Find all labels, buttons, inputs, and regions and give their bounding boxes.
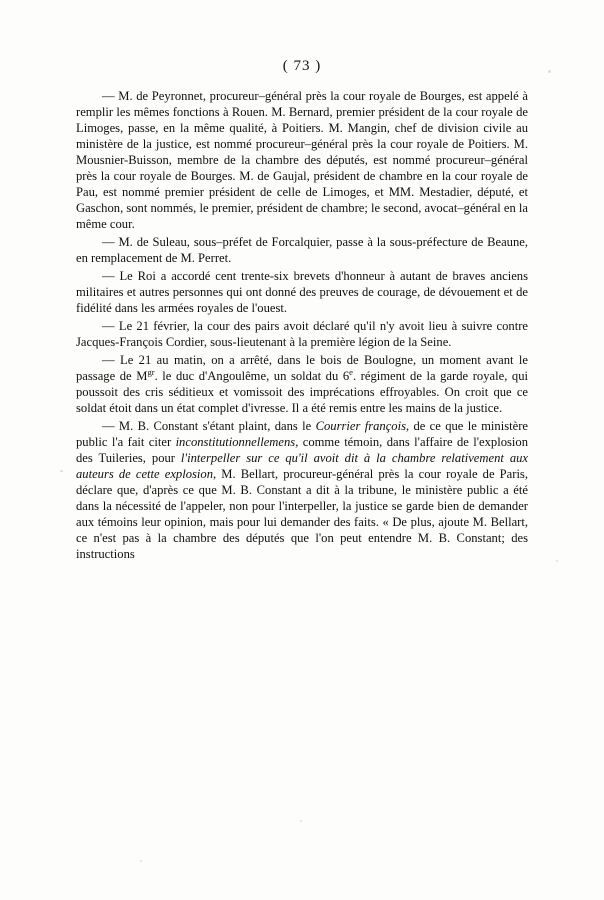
page-bottom-margin (0, 790, 604, 900)
paragraph-boulogne-superscript-2: e (349, 366, 353, 377)
paragraph-constant-text-4: , M. Bellart, procureur-général près la cour royale de Paris, déclare que, d'après ce que M. B. Constant a dit à la tribune, le ministère public a été dans la nécessité de l'appeler, non pour l'interpeller, la justice se garde bien de demander aux témoins leur opinion, mais pour lui demander des faits. « De plus, ajoute M. Bellart, ce n'est pas à la chambre des députés que l'on peut entendre M. B. Constant; des instructions (76, 467, 528, 561)
paper-speck (60, 470, 63, 472)
paragraph-suleau (76, 234, 528, 266)
paper-speck (300, 820, 302, 822)
paragraph-suleau-text: — M. de Suleau, sous–préfet de Forcalquier, passe à la sous-préfecture de Beaune, en remplacement de M. Perret. (76, 235, 528, 265)
paragraph-brevets-text: — Le Roi a accordé cent trente-six brevets d'honneur à autant de braves anciens militaires et autres personnes qui ont donné des preuves de courage, de dévouement et de fidélité dans les armées royales de l'ouest. (76, 269, 528, 315)
paragraph-constant-text-1: — M. B. Constant s'étant plaint, dans le (102, 419, 316, 433)
paragraph-constant-text-3: , comme témoin, dans l'affaire de l'explosion des Tuileries, pour (76, 435, 528, 465)
page-number: ( 73 ) (282, 58, 322, 74)
paper-speck (556, 560, 558, 562)
paragraph-cordier (76, 318, 528, 350)
paragraph-peyronnet-text: — M. de Peyronnet, procureur–général près la cour royale de Bourges, est appelé à remplir les mêmes fonctions à Rouen. M. Bernard, premier président de la cour royale de Limoges, passe, en la même qualité, à Poitiers. M. Mangin, chef de division civile au ministère de la justice, est nommé procureur–général près la cour royale de Poitiers. M. Mousnier-Buisson, membre de la chambre des députés, est nommé procureur–général près la cour royale de Bourges. M. de Gaujal, président de chambre en la cour royale de Pau, est nommé premier président de celle de Limoges, et MM. Mestadier, député, et Gaschon, sont nommés, le premier, président de chambre; le second, avocat–général en la même cour. (76, 89, 529, 231)
page-body-text (76, 88, 528, 562)
paragraph-boulogne-superscript-1: gr (147, 366, 155, 377)
paragraph-boulogne-text-2: . le duc d'Angoulême, un soldat du 6 (154, 369, 350, 383)
paragraph-boulogne-text-3: . régiment de la garde royale, qui poussoit des cris séditieux et vomissoit des imprécations effroyables. On croit que ce soldat étoit dans un état complet d'ivresse. Il a été remis entre les mains de la justice. (76, 369, 529, 415)
paragraph-boulogne (76, 352, 528, 416)
paragraph-constant-italic-3: l'interpeller sur ce qu'il avoit dit à la chambre relativement aux auteurs de cette explosion (76, 451, 528, 481)
paragraph-cordier-text: — Le 21 février, la cour des pairs avoit déclaré qu'il n'y avoit lieu à suivre contre Jacques-François Cordier, sous-lieutenant à la première légion de la Seine. (76, 319, 528, 349)
paragraph-boulogne-text-1: — Le 21 au matin, on a arrêté, dans le bois de Boulogne, un moment avant le passage de M (76, 353, 528, 383)
paper-speck (548, 70, 551, 73)
paragraph-constant-text-2: , de ce que le ministère public l'a fait citer (76, 419, 528, 449)
paragraph-constant-italic-1: Courrier françois (315, 419, 406, 433)
paragraph-peyronnet (76, 88, 528, 232)
paper-speck (140, 860, 142, 862)
paragraph-constant-italic-2: inconstitutionnellemens (175, 435, 296, 449)
paragraph-brevets (76, 268, 528, 316)
paragraph-constant (76, 418, 528, 562)
